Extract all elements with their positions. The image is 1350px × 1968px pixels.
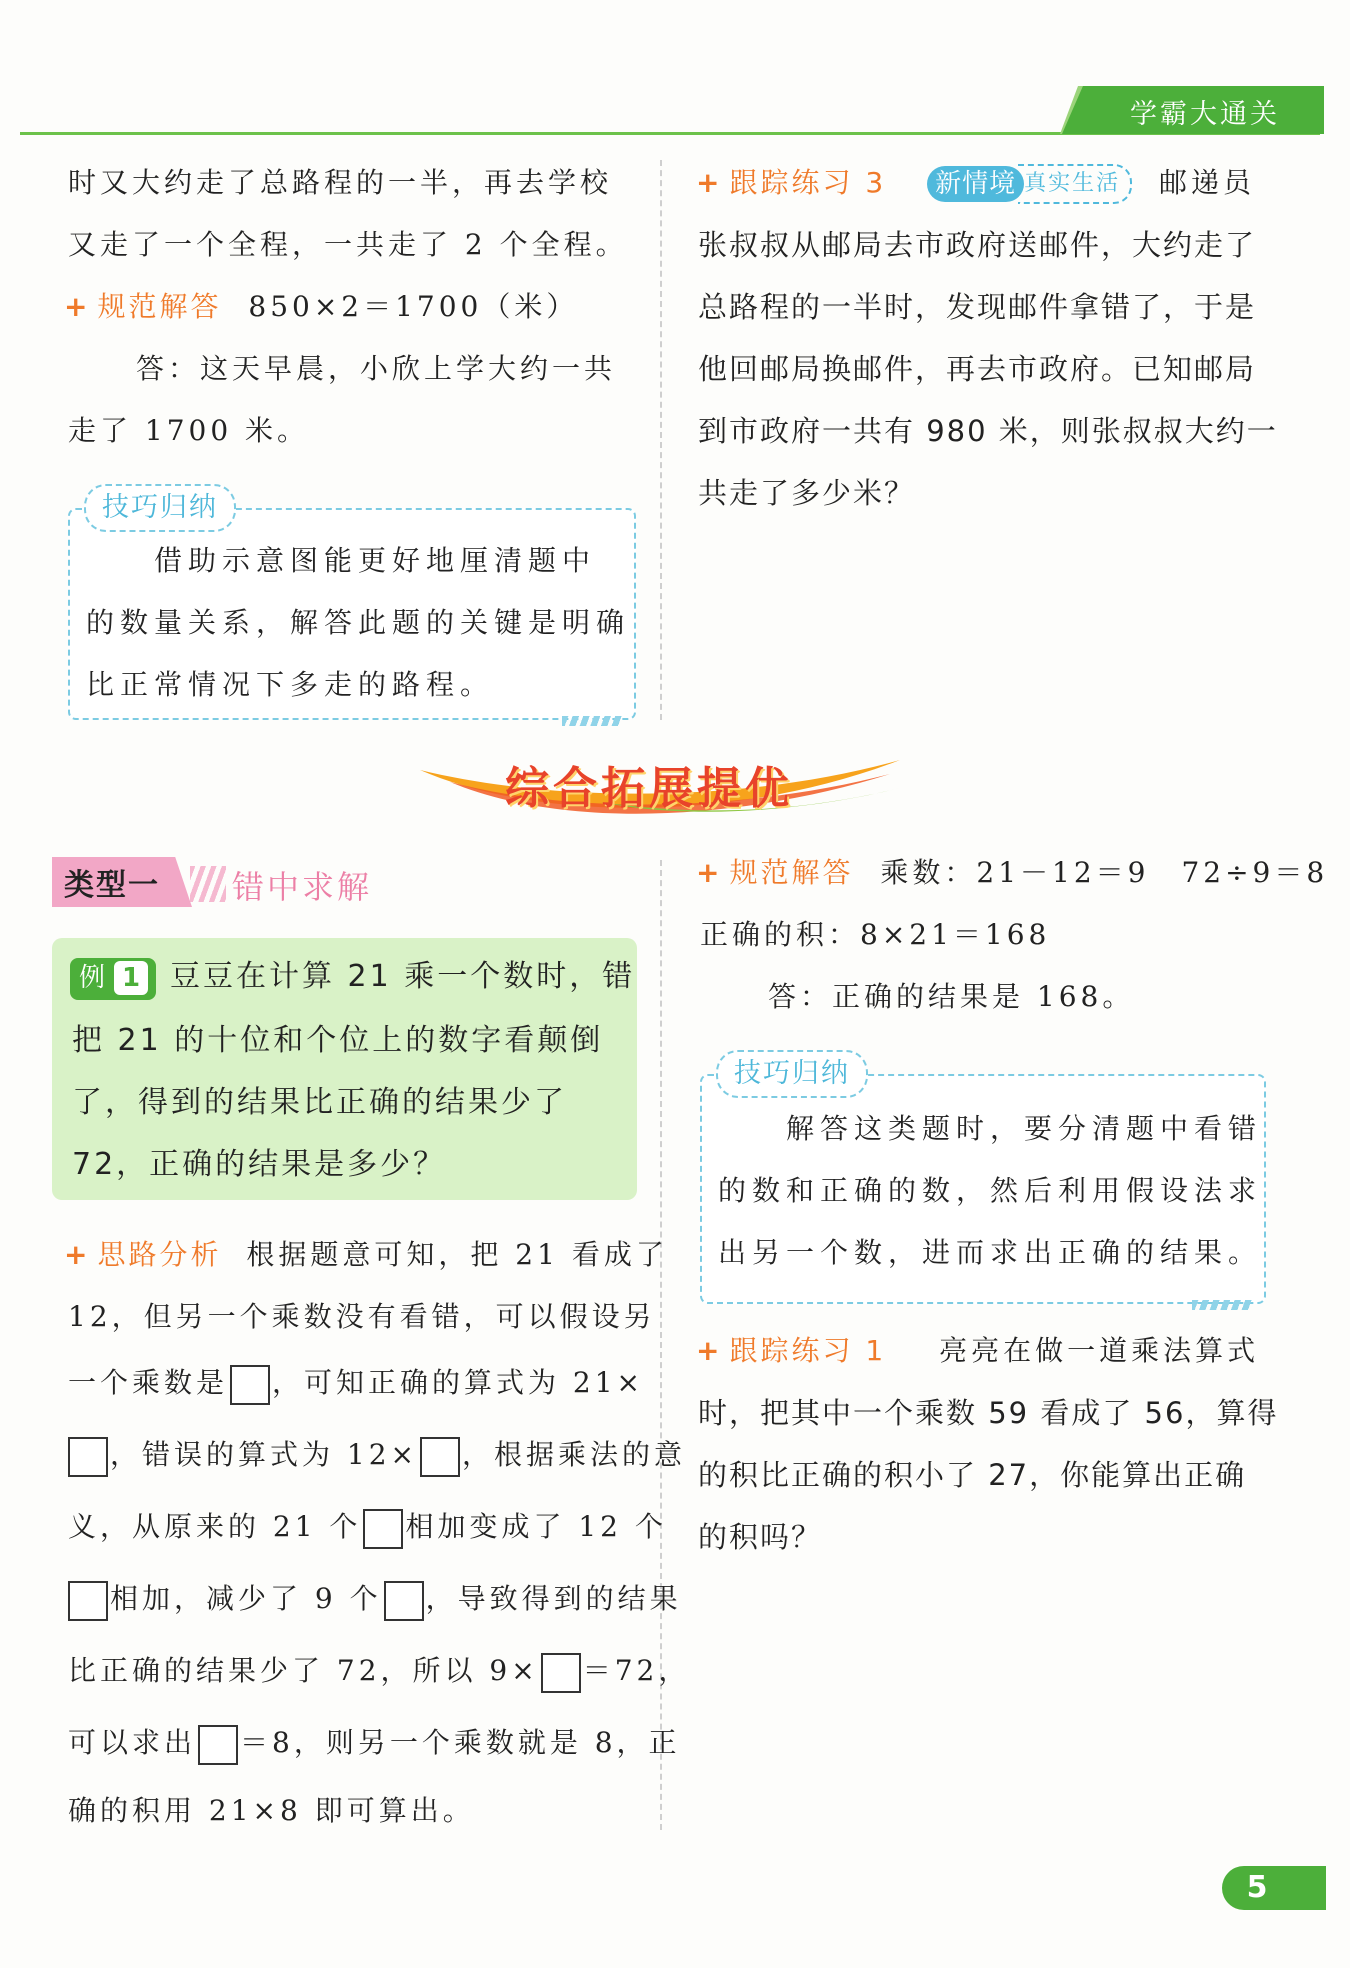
left-text-line: 又走了一个全程，一共走了 2 个全程。 xyxy=(68,228,628,261)
analysis-line: 确的积用 21×8 即可算出。 xyxy=(68,1794,475,1827)
practice3-label: 跟踪练习 3 xyxy=(729,166,887,199)
real-life-tag: 真实生活 xyxy=(1018,164,1132,204)
analysis-text: ＝8，则另一个乘数就是 8，正 xyxy=(240,1726,681,1759)
example-line: 72，正确的结果是多少？ xyxy=(72,1147,447,1182)
page-number: 5 xyxy=(1246,1870,1268,1905)
analysis-line: 12，但另一个乘数没有看错，可以假设另 xyxy=(68,1300,656,1333)
blank-box[interactable] xyxy=(230,1365,270,1405)
blank-box[interactable] xyxy=(68,1437,108,1477)
answer-block xyxy=(64,276,578,338)
example-line: 豆豆在计算 21 乘一个数时，错 xyxy=(170,959,636,994)
answer2-text: 乘数：21－12＝9 72÷9＝8 xyxy=(880,856,1329,889)
practice1-text: 亮亮在做一道乘法算式 xyxy=(939,1334,1260,1367)
practice1-heading xyxy=(696,1320,1259,1382)
analysis-text: ＝72， xyxy=(582,1654,691,1687)
type-name: 错中求解 xyxy=(232,868,373,906)
practice1-line: 时，把其中一个乘数 59 看成了 56，算得 xyxy=(698,1396,1279,1430)
blank-box[interactable] xyxy=(541,1653,581,1693)
analysis-line xyxy=(66,1424,686,1486)
plus-icon: + xyxy=(696,166,724,199)
tip-line: 解答这类题时，要分清题中看错 xyxy=(786,1112,1263,1145)
blank-box[interactable] xyxy=(384,1581,424,1621)
blank-box[interactable] xyxy=(198,1725,238,1765)
tip-line: 出另一个数，进而求出正确的结果。 xyxy=(718,1236,1263,1269)
type-tag: 类型一 xyxy=(64,868,160,903)
header-title: 学霸大通关 xyxy=(1130,99,1280,130)
tip-line: 比正常情况下多走的路程。 xyxy=(86,668,495,701)
analysis-text: 义，从原来的 21 个 xyxy=(68,1510,362,1543)
practice3-text: 邮递员 xyxy=(1159,166,1256,199)
analysis-text: 相加变成了 12 个 xyxy=(405,1510,667,1543)
practice3-line: 张叔叔从邮局去市政府送邮件，大约走了 xyxy=(698,228,1257,262)
analysis-text: ，根据乘法的意 xyxy=(462,1438,687,1471)
example-badge-number: 1 xyxy=(114,961,148,995)
practice3-heading xyxy=(696,152,1255,214)
analysis-text: 根据题意可知，把 21 看成了 xyxy=(246,1238,668,1271)
example-line: 把 21 的十位和个位上的数字看颠倒 xyxy=(72,1023,604,1058)
tip-decoration xyxy=(1192,1300,1252,1310)
tip-box xyxy=(68,492,636,720)
analysis-line xyxy=(64,1224,668,1286)
practice1-line: 的积吗？ xyxy=(698,1520,823,1554)
analysis-line xyxy=(68,1640,690,1702)
tip-line: 借助示意图能更好地厘清题中 xyxy=(154,544,597,577)
analysis-text: 相加，减少了 9 个 xyxy=(110,1582,382,1615)
answer2-line: 正确的积：8×21＝168 xyxy=(700,918,1051,951)
analysis-label: 思路分析 xyxy=(97,1238,222,1271)
practice3-line: 总路程的一半时，发现邮件拿错了，于是 xyxy=(698,290,1257,324)
answer2-line xyxy=(696,842,1328,904)
section-title: 综合拓展提优 xyxy=(505,763,793,814)
blank-box[interactable] xyxy=(363,1509,403,1549)
analysis-line xyxy=(68,1352,644,1414)
tip-badge: 技巧归纳 xyxy=(84,484,236,532)
tip-line: 的数和正确的数，然后利用假设法求 xyxy=(718,1174,1263,1207)
analysis-text: ，导致得到的结果 xyxy=(425,1582,682,1615)
answer-formula: 850×2＝1700（米） xyxy=(248,290,579,323)
blank-box[interactable] xyxy=(420,1437,460,1477)
answer-label: 规范解答 xyxy=(97,290,222,323)
analysis-text: 可以求出 xyxy=(68,1726,197,1759)
tip-line: 的数量关系，解答此题的关键是明确 xyxy=(86,606,631,639)
analysis-text: ，错误的算式为 12× xyxy=(110,1438,418,1471)
example-badge-word: 例 xyxy=(78,963,105,993)
plus-icon: + xyxy=(64,1238,92,1271)
analysis-line xyxy=(66,1568,682,1630)
analysis-line xyxy=(68,1712,681,1774)
analysis-text: 比正确的结果少了 72，所以 9× xyxy=(68,1654,539,1687)
practice3-line: 他回邮局换邮件，再去市政府。已知邮局 xyxy=(698,352,1257,386)
tip-decoration xyxy=(562,716,622,726)
analysis-line xyxy=(68,1496,667,1558)
type-tag-decoration xyxy=(190,866,226,902)
example-line: 了，得到的结果比正确的结果少了 xyxy=(72,1085,567,1120)
practice3-line: 到市政府一共有 980 米，则张叔叔大约一 xyxy=(698,414,1278,448)
answer2-line: 答：正确的结果是 168。 xyxy=(768,980,1135,1013)
tip-badge: 技巧归纳 xyxy=(716,1050,868,1098)
left-text-line: 时又大约走了总路程的一半，再去学校 xyxy=(68,166,613,199)
tip-box xyxy=(700,1058,1266,1304)
practice3-line: 共走了多少米？ xyxy=(698,476,916,510)
column-separator-top xyxy=(660,160,662,720)
analysis-text: ，可知正确的算式为 21× xyxy=(272,1366,645,1399)
plus-icon: + xyxy=(696,856,724,889)
answer2-label: 规范解答 xyxy=(729,856,854,889)
blank-box[interactable] xyxy=(68,1581,108,1621)
answer-line: 走了 1700 米。 xyxy=(68,414,310,447)
plus-icon: + xyxy=(64,290,92,323)
practice1-label: 跟踪练习 1 xyxy=(729,1334,887,1367)
answer-line: 答：这天早晨，小欣上学大约一共 xyxy=(136,352,617,385)
practice1-line: 的积比正确的积小了 27，你能算出正确 xyxy=(698,1458,1247,1492)
plus-icon: + xyxy=(696,1334,724,1367)
new-scenario-tag: 新情境 xyxy=(927,166,1024,202)
analysis-text: 一个乘数是 xyxy=(68,1366,229,1399)
